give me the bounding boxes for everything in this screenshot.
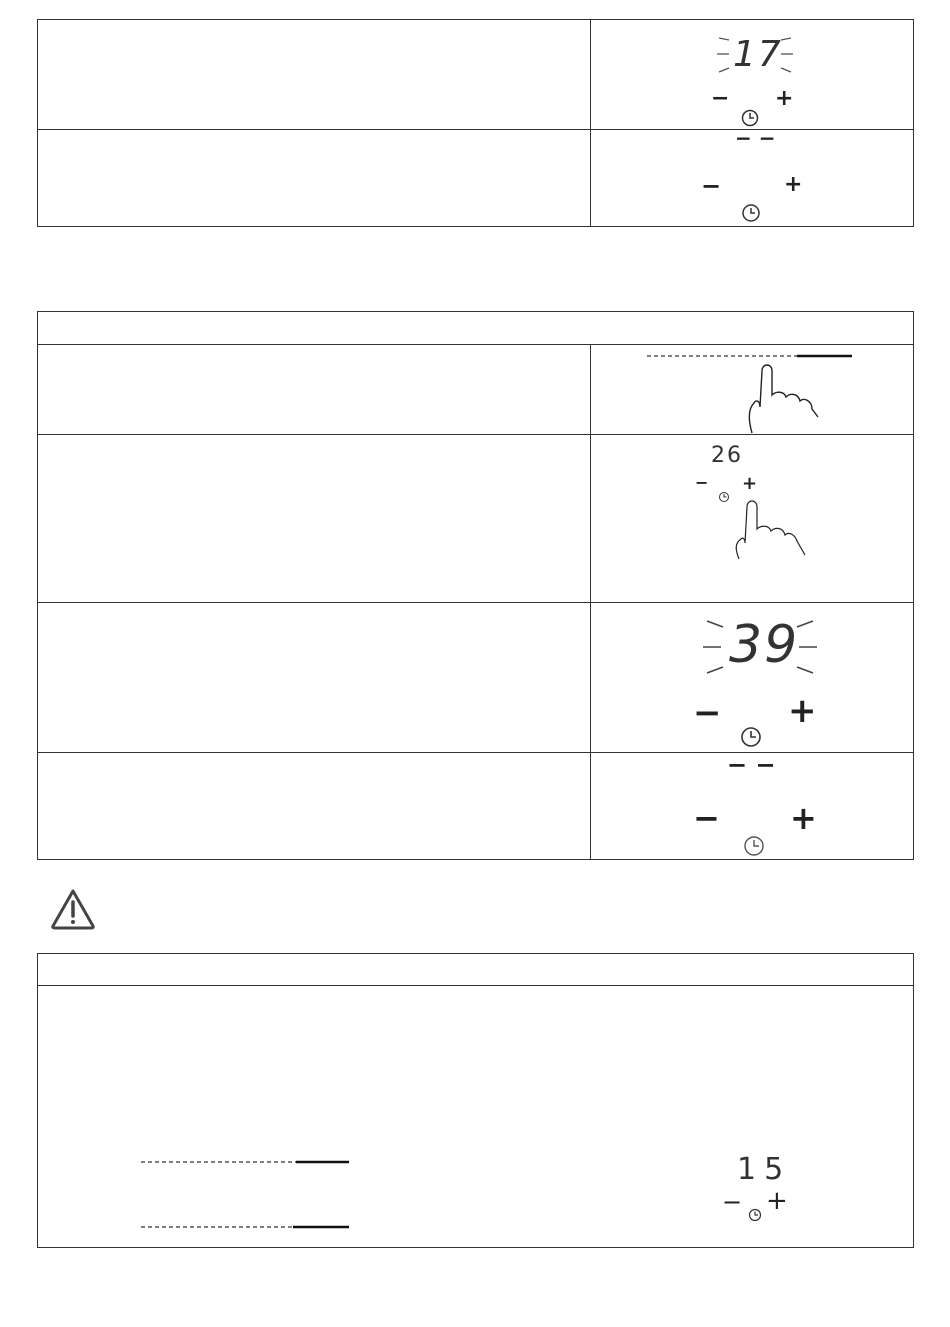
plus-button[interactable]: + — [790, 799, 817, 837]
description-cell — [38, 345, 591, 434]
timer-display: 15 — [737, 1152, 792, 1187]
plus-button[interactable]: + — [784, 172, 803, 197]
plus-button[interactable]: + — [766, 1186, 788, 1216]
minus-button[interactable]: − — [693, 799, 720, 837]
illustration-cell — [591, 603, 913, 752]
plus-button[interactable]: + — [788, 691, 817, 731]
plus-button[interactable]: + — [742, 473, 758, 494]
table-header-row — [38, 312, 913, 344]
timer-display: 39 — [729, 615, 800, 675]
clock-icon — [741, 109, 759, 127]
table-header-row — [38, 954, 913, 985]
clock-icon — [718, 491, 730, 503]
table-row — [38, 752, 913, 859]
hand-pointer-icon — [733, 499, 813, 561]
description-cell — [38, 603, 591, 752]
description-cell — [38, 435, 591, 602]
illustration-cell — [591, 435, 913, 602]
clock-icon — [748, 1208, 762, 1222]
table-row — [38, 985, 913, 1247]
minus-button[interactable]: − — [701, 172, 722, 200]
timer-table-3 — [37, 953, 914, 1248]
minus-button[interactable]: − — [693, 693, 722, 733]
illustration-cell — [591, 126, 913, 226]
hand-pointer-icon — [746, 359, 826, 435]
illustration-cell — [591, 753, 913, 859]
description-cell — [38, 130, 591, 226]
clock-icon — [743, 835, 765, 857]
table-row — [38, 126, 913, 226]
timer-display: 26 — [711, 443, 743, 468]
table-row — [38, 602, 913, 752]
description-cell — [38, 753, 591, 859]
minus-button[interactable]: − — [711, 86, 730, 111]
timer-display: 17 — [733, 34, 783, 75]
timer-display: − − — [735, 126, 776, 150]
plus-button[interactable]: + — [775, 86, 794, 111]
timer-table-2 — [37, 311, 914, 860]
minus-button[interactable]: − — [695, 473, 709, 492]
description-cell — [38, 20, 591, 129]
table-row — [38, 344, 913, 434]
timer-table-1 — [37, 19, 914, 227]
slider-bar-icon — [141, 1159, 351, 1165]
clock-icon — [741, 203, 761, 223]
minus-button[interactable]: − — [722, 1188, 743, 1216]
illustration-cell — [591, 20, 913, 129]
illustration-cell — [591, 345, 913, 434]
clock-icon — [740, 726, 762, 748]
warning-icon — [50, 888, 96, 930]
slider-bar-icon — [141, 1224, 351, 1230]
timer-display: − − — [727, 751, 776, 779]
table-row — [38, 434, 913, 602]
table-row — [38, 20, 913, 129]
